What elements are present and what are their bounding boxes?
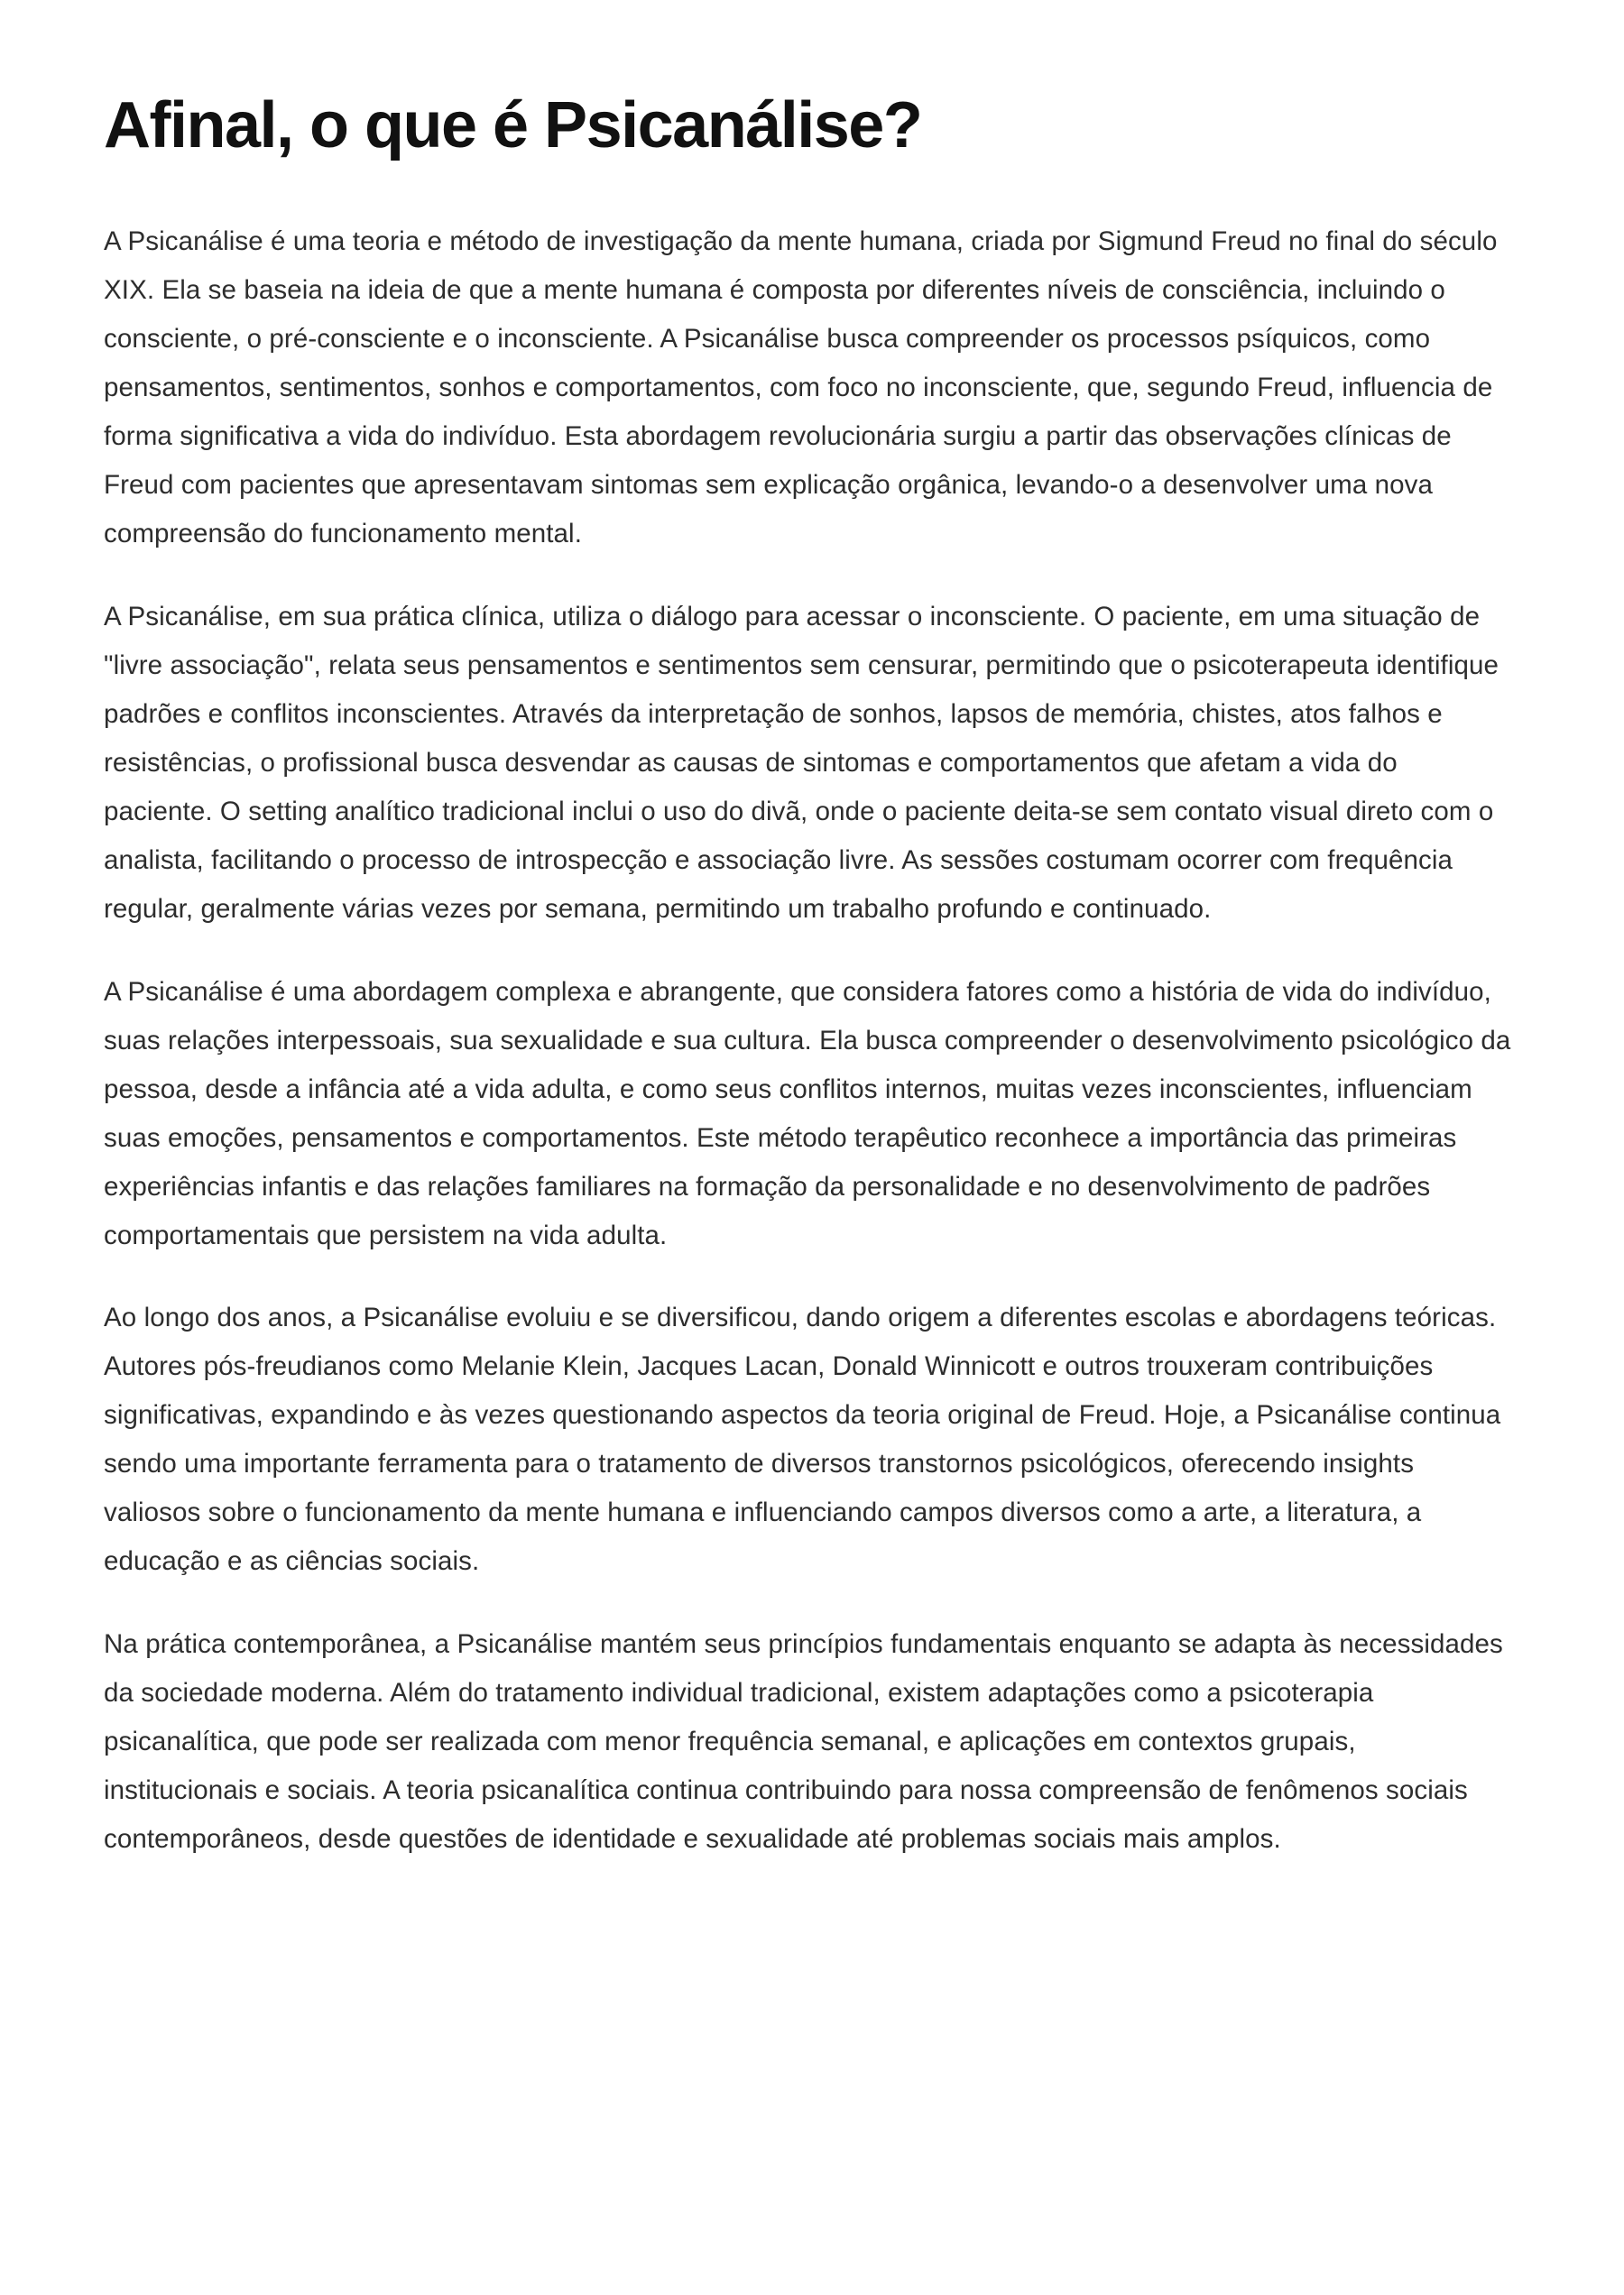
paragraph: A Psicanálise é uma teoria e método de investigação da mente humana, criada por Sigmund Freud no final do século XIX. Ela se baseia na ideia de que a mente humana é composta por diferentes níveis de consciência, incluindo o consciente, o pré-consciente e o inconsciente. A Psicanálise busca compreender os processos psíquicos, como pensamentos, sentimentos, sonhos e comportamentos, com foco no inconsciente, que, segundo Freud, influencia de forma significativa a vida do indivíduo. Esta abordagem revolucionária surgiu a partir das observações clínicas de Freud com pacientes que apresentavam sintomas sem explicação orgânica, levando-o a desenvolver uma nova compreensão do funcionamento mental. <box>104 226 1498 548</box>
paragraph: A Psicanálise é uma abordagem complexa e abrangente, que considera fatores como a história de vida do indivíduo, suas relações interpessoais, sua sexualidade e sua cultura. Ela busca compreender o desenvolvimento psicológico da pessoa, desde a infância até a vida adulta, e como seus conflitos internos, muitas vezes inconscientes, influenciam suas emoções, pensamentos e comportamentos. Este método terapêutico reconhece a importância das primeiras experiências infantis e das relações familiares na formação da personalidade e no desenvolvimento de padrões comportamentais que persistem na vida adulta. <box>104 976 1511 1250</box>
paragraph: Ao longo dos anos, a Psicanálise evoluiu e se diversificou, dando origem a diferentes escolas e abordagens teóricas. Autores pós-freudianos como Melanie Klein, Jacques Lacan, Donald Winnicott e outros trouxeram contribuições significativas, expandindo e às vezes questionando aspectos da teoria original de Freud. Hoje, a Psicanálise continua sendo uma importante ferramenta para o tratamento de diversos transtornos psicológicos, oferecendo insights valiosos sobre o funcionamento da mente humana e influenciando campos diversos como a arte, a literatura, a educação e as ciências sociais. <box>104 1303 1501 1577</box>
paragraph: Na prática contemporânea, a Psicanálise mantém seus princípios fundamentais enquanto se adapta às necessidades da sociedade moderna. Além do tratamento individual tradicional, existem adaptações como a psicoterapia psicanalítica, que pode ser realizada com menor frequência semanal, e aplicações em contextos grupais, institucionais e sociais. A teoria psicanalítica continua contribuindo para nossa compreensão de fenômenos sociais contemporâneos, desde questões de identidade e sexualidade até problemas sociais mais amplos. <box>104 1629 1503 1855</box>
page-title: Afinal, o que é Psicanálise? <box>104 89 922 161</box>
paragraph: A Psicanálise, em sua prática clínica, utiliza o diálogo para acessar o inconsciente. O paciente, em uma situação de "livre associação", relata seus pensamentos e sentimentos sem censurar, permitindo que o psicoterapeuta identifique padrões e conflitos inconscientes. Através da interpretação de sonhos, lapsos de memória, chistes, atos falhos e resistências, o profissional busca desvendar as causas de sintomas e comportamentos que afetam a vida do paciente. O setting analítico tradicional inclui o uso do divã, onde o paciente deita-se sem contato visual direto com o analista, facilitando o processo de introspecção e associação livre. As sessões costumam ocorrer com frequência regular, geralmente várias vezes por semana, permitindo um trabalho profundo e continuado. <box>104 601 1499 924</box>
document-body <box>104 217 1516 1865</box>
